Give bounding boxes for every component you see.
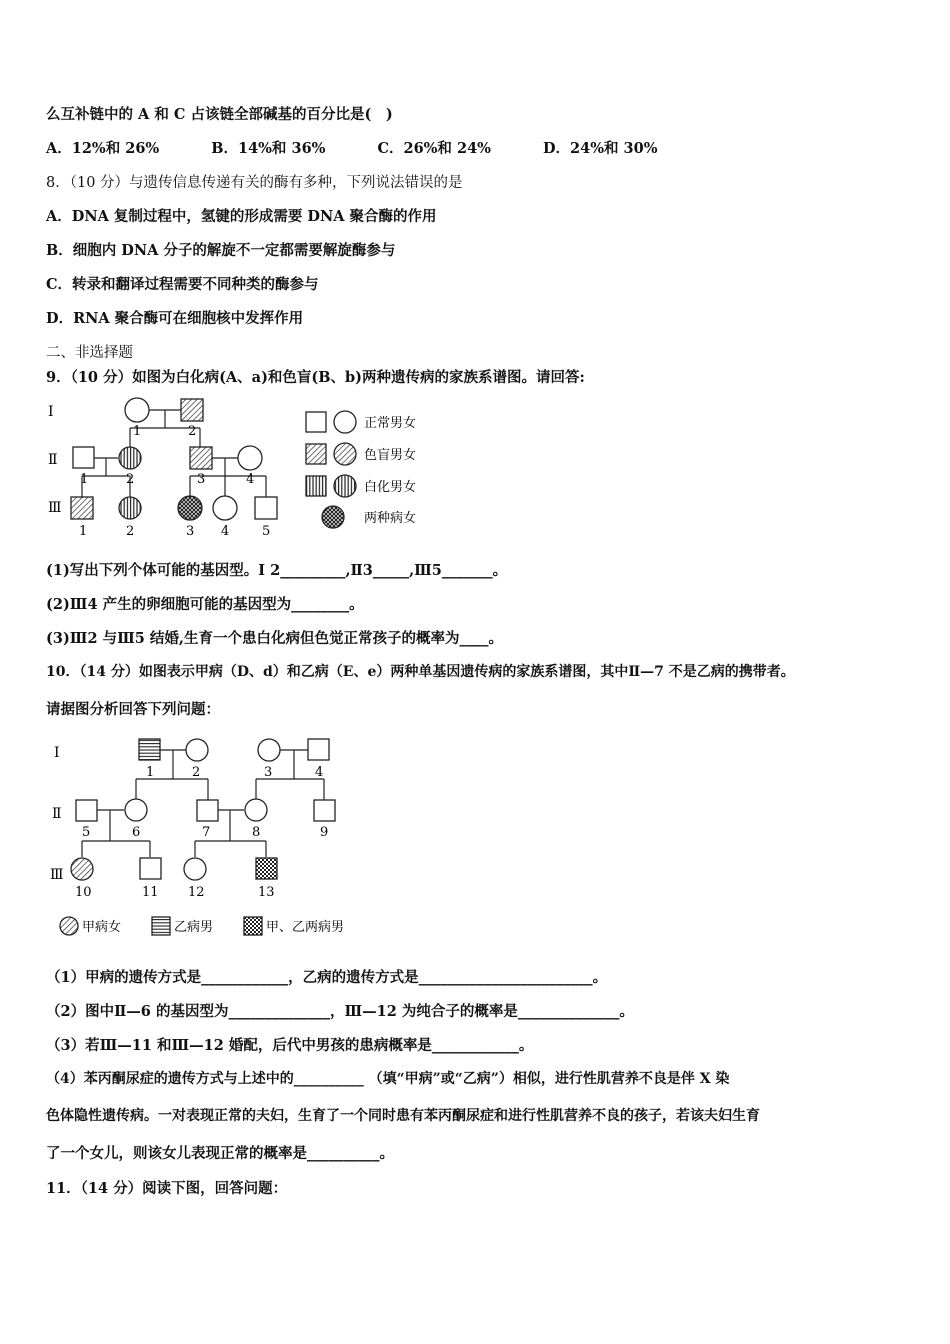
q10-I1-number: 1	[146, 765, 155, 780]
q10-stem: 10．（14 分）如图表示甲病（D、d）和乙病（E、e）两种单基因遗传病的家族系谱图，其中Ⅱ—7 不是乙病的携带者。	[46, 664, 795, 680]
q9-III3-both-diseases-female	[178, 496, 202, 520]
q9-II3-colorblind-male	[190, 447, 212, 469]
q7-option-a: A．12%和 26%	[46, 140, 160, 157]
q10-legend-both: 甲、乙两病男	[266, 920, 345, 935]
q10-question-4-cont: 色体隐性遗传病。一对表现正常的夫妇，生育了一个同时患有苯丙酮尿症和进行性肌营养不良的孩子，若该夫妇生育	[46, 1108, 760, 1124]
q10-III12-number: 12	[188, 885, 205, 900]
q10-II9-normal-male	[314, 800, 335, 821]
q10-legend-disease-b: 乙病男	[174, 920, 214, 935]
q10-III11-number: 11	[142, 885, 159, 900]
q11-stem: 11．（14 分）阅读下图，回答问题：	[46, 1180, 288, 1197]
q9-legend-normal-female-icon	[334, 411, 356, 433]
q7-option-c: C．26%和 24%	[377, 140, 491, 157]
q10-legend-disease-b-male-icon	[152, 917, 170, 935]
q9-I2-number: 2	[188, 424, 197, 439]
q9-I1-normal-female	[125, 398, 149, 422]
q9-III3-number: 3	[186, 524, 195, 539]
q9-gen-label-1: Ⅰ	[48, 404, 54, 420]
q7-option-b: B．14%和 36%	[211, 140, 326, 157]
q10-I3-number: 3	[264, 765, 273, 780]
q10-gen-label-3: Ⅲ	[50, 867, 64, 883]
q10-question-1: （1）甲病的遗传方式是____________，乙病的遗传方式是________________________。	[46, 969, 608, 986]
q10-pedigree-figure	[40, 733, 380, 945]
q10-legend-disease-a-female-icon	[60, 917, 78, 935]
q10-question-4: （4）苯丙酮尿症的遗传方式与上述中的__________ （填“甲病”或“乙病”）相似，进行性肌营养不良是伴 X 染	[46, 1071, 730, 1087]
q8-option-b: B．细胞内 DNA 分子的解旋不一定都需要解旋酶参与	[46, 242, 396, 259]
q10-II7-number: 7	[202, 825, 211, 840]
q10-II6-number: 6	[132, 825, 141, 840]
q10-II5-number: 5	[82, 825, 91, 840]
q10-legend-both-male-icon	[244, 917, 262, 935]
q9-II4-number: 4	[246, 472, 255, 487]
q10-II8-normal-female	[245, 799, 267, 821]
q10-I4-number: 4	[315, 765, 324, 780]
q9-gen-label-2: Ⅱ	[48, 452, 58, 468]
q10-III10-number: 10	[75, 885, 92, 900]
q9-legend-colorblind-female-icon	[334, 443, 356, 465]
q8-option-a: A．DNA 复制过程中，氢键的形成需要 DNA 聚合酶的作用	[46, 208, 437, 225]
q10-III13-number: 13	[258, 885, 275, 900]
q9-III1-colorblind-male	[71, 497, 93, 519]
q10-II5-normal-male	[76, 800, 97, 821]
q9-question-2: (2)Ⅲ4 产生的卵细胞可能的基因型为________。	[46, 596, 364, 613]
q9-III4-number: 4	[221, 524, 230, 539]
q9-II3-number: 3	[197, 472, 206, 487]
q10-I3-normal-female	[258, 739, 280, 761]
q9-legend-albino-female-icon	[334, 475, 356, 497]
q9-III5-number: 5	[262, 524, 271, 539]
q9-II1-normal-male	[73, 447, 94, 468]
q10-II6-normal-female	[125, 799, 147, 821]
q9-II2-number: 2	[126, 472, 135, 487]
q9-question-3: (3)Ⅲ2 与Ⅲ5 结婚,生育一个患白化病但色觉正常孩子的概率为____。	[46, 630, 503, 647]
q9-gen-label-3: Ⅲ	[48, 500, 62, 516]
q10-question-3: （3）若Ⅲ—11 和Ⅲ—12 婚配，后代中男孩的患病概率是____________。	[46, 1037, 534, 1054]
q10-I2-normal-female	[186, 739, 208, 761]
q10-gen-label-2: Ⅱ	[52, 806, 62, 822]
q9-III2-albino-female	[119, 497, 141, 519]
q9-legend-normal-male-icon	[306, 412, 326, 432]
q10-I1-disease-b-male	[139, 739, 160, 760]
q10-II9-number: 9	[320, 825, 329, 840]
q8-stem: 8．（10 分）与遗传信息传递有关的酶有多种，下列说法错误的是	[46, 175, 463, 191]
q7-option-d: D．24%和 30%	[542, 140, 658, 157]
q10-I2-number: 2	[192, 765, 201, 780]
q10-III12-normal-female	[184, 858, 206, 880]
q9-III1-number: 1	[79, 524, 88, 539]
q9-II2-albino-female	[119, 447, 141, 469]
q10-II7-normal-male	[197, 800, 218, 821]
q7-stem: 么互补链中的 A 和 C 占该链全部碱基的百分比是( )	[46, 106, 393, 123]
q9-III5-normal-male	[255, 497, 277, 519]
q9-question-1: (1)写出下列个体可能的基因型。Ⅰ 2_________,Ⅱ3_____,Ⅲ5_______。	[46, 562, 508, 579]
q8-option-c: C．转录和翻译过程需要不同种类的酶参与	[46, 276, 319, 293]
q9-legend-colorblind-male-icon	[306, 444, 326, 464]
q10-stem-2: 请据图分析回答下列问题：	[46, 701, 220, 718]
q9-I2-colorblind-male	[181, 399, 203, 421]
q9-legend-both: 两种病女	[364, 511, 417, 526]
q10-III10-disease-a-female	[71, 858, 93, 880]
q8-option-d: D．RNA 聚合酶可在细胞核中发挥作用	[46, 310, 304, 327]
q10-I4-normal-male	[308, 739, 329, 760]
section-heading: 二、非选择题	[46, 345, 133, 361]
q10-II8-number: 8	[252, 825, 261, 840]
q10-question-4-end: 了一个女儿，则该女儿表现正常的概率是__________。	[46, 1145, 394, 1162]
q9-legend-both-female-icon	[322, 506, 344, 528]
q9-legend-colorblind: 色盲男女	[364, 448, 417, 463]
q10-III11-normal-male	[140, 858, 161, 879]
q10-III13-both-diseases-male	[256, 858, 277, 879]
q7-options	[46, 137, 710, 158]
q9-legend-albino: 白化男女	[364, 480, 417, 495]
q9-II1-number: 1	[80, 472, 89, 487]
q10-question-2: （2）图中Ⅱ—6 的基因型为______________，Ⅲ—12 为纯合子的概率是______________。	[46, 1003, 634, 1020]
q9-legend-albino-male-icon	[306, 476, 326, 496]
q9-pedigree-figure	[40, 392, 440, 542]
q10-legend-disease-a: 甲病女	[82, 920, 122, 935]
q9-legend-normal: 正常男女	[364, 416, 417, 431]
q10-gen-label-1: Ⅰ	[54, 745, 60, 761]
q9-stem: 9．（10 分）如图为白化病(A、a)和色盲(B、b)两种遗传病的家族系谱图。请回答:	[46, 369, 585, 386]
q9-I1-number: 1	[133, 424, 142, 439]
q9-III4-normal-female	[213, 496, 237, 520]
q9-III2-number: 2	[126, 524, 135, 539]
q9-II4-normal-female	[238, 446, 262, 470]
